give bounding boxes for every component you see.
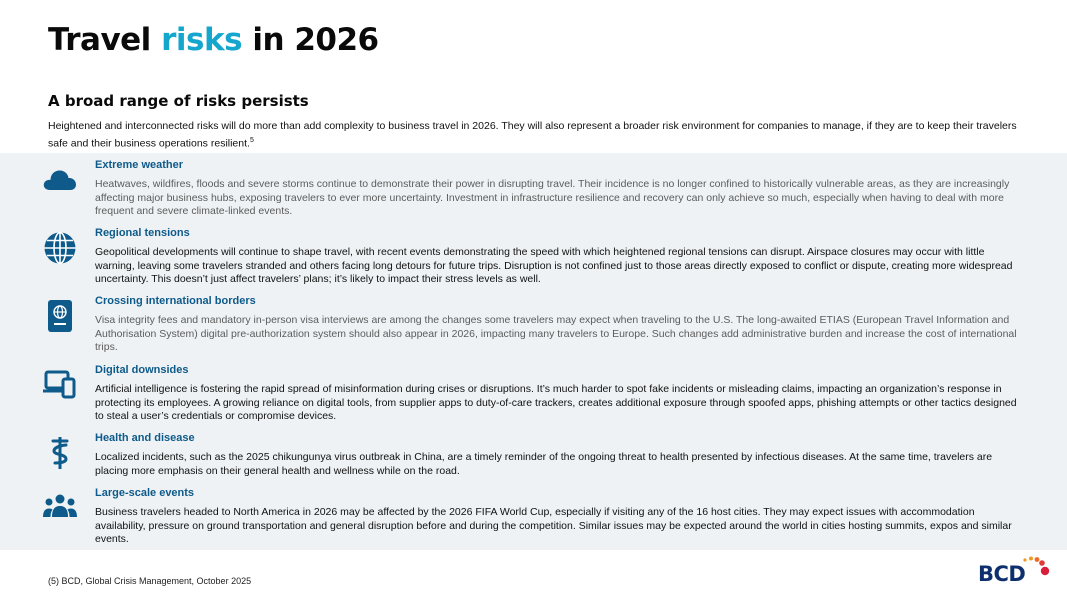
risk-description: Artificial intelligence is fostering the rapid spread of misinformation during crises or disruptions. It’s much harder to spot fake incidents or misleading claims, impacting an organization’s response in protecting its employees. A growing reliance on digital tools, from supplier apps to duty-of-care trackers, creates additional exposure through spoofed apps, phishing attempts or other tactics designed to steal a user’s credentials or compromise devices. <box>95 383 1017 422</box>
title-text: Travel <box>48 22 162 58</box>
caduceus-icon <box>42 435 78 471</box>
risk-description: Heatwaves, wildfires, floods and severe storms continue to demonstrate their power in disrupting travel. Their incidence is no longer confined to historically vulnerable areas, as they are increasingly affecting major business hubs, exposing travelers to ever more uncertainty. Investment in infrastructure resilience and recovery can only achieve so much, especially when having to deal with more frequent and severe climate-linked events. <box>95 178 1010 217</box>
risk-description: Visa integrity fees and mandatory in-person visa interviews are among the changes some travelers may expect when traveling to the U.S. The long-awaited ETIAS (European Travel Information and Authorisation System) digital pre-authorization system should also appear in 2026, impacting many travelers to Europe. Such changes add administrative burden and increase the cost of international trips. <box>95 314 1017 353</box>
section-subtitle: A broad range of risks persists <box>48 92 309 110</box>
risk-description: Business travelers headed to North America in 2026 may be affected by the 2026 FIFA World Cup, especially if visiting any of the 16 host cities. They may expect issues with accommodation availability, pressure on ground transportation and general disruption before and during the competition. Similar issues may be expected around the world in cities hosting summits, expos and similar events. <box>95 506 1012 545</box>
page-title <box>48 22 379 58</box>
risk-title: Health and disease <box>95 432 195 444</box>
intro-text: Heightened and interconnected risks will do more than add complexity to business travel in 2026. They will also represent a broader risk environment for companies to manage, if they are to keep their travelers safe and their business operations resilient. <box>48 120 1017 149</box>
footnote-ref: 5 <box>249 136 254 144</box>
globe-icon <box>42 230 78 266</box>
risk-title: Crossing international borders <box>95 295 256 307</box>
risk-title: Regional tensions <box>95 227 190 239</box>
risk-title: Large-scale events <box>95 487 195 499</box>
devices-icon <box>42 367 78 403</box>
logo-dots <box>978 556 1052 588</box>
cloud-icon <box>42 162 78 198</box>
bcd-logo <box>978 556 1052 588</box>
title-accent: risks <box>161 22 243 58</box>
passport-icon <box>42 298 78 334</box>
risk-title: Extreme weather <box>95 159 184 171</box>
risk-description: Localized incidents, such as the 2025 chikungunya virus outbreak in China, are a timely reminder of the ongoing threat to health presented by infectious diseases. At the same time, travelers are placing more emphasis on their general health and wellness while on the road. <box>95 451 993 477</box>
risk-description: Geopolitical developments will continue to shape travel, with recent events demonstrating the speed with which heightened regional tensions can disrupt. Airspace closures may occur with little warning, leaving some travelers stranded and others facing long detours for future trips. Disruption is not confined just to those areas directly exposed to conflict or dispute, creating more widespread uncertainty. This doesn’t just affect travelers’ plans; it’s likely to impact their stress levels as well. <box>95 246 1013 285</box>
people-group-icon <box>42 490 78 526</box>
intro-paragraph <box>48 120 1023 151</box>
risk-title: Digital downsides <box>95 364 189 376</box>
title-text-end: in 2026 <box>242 22 379 58</box>
footnote: (5) BCD, Global Crisis Management, October 2025 <box>48 576 252 586</box>
logo-wordmark: BCD <box>978 562 1026 586</box>
